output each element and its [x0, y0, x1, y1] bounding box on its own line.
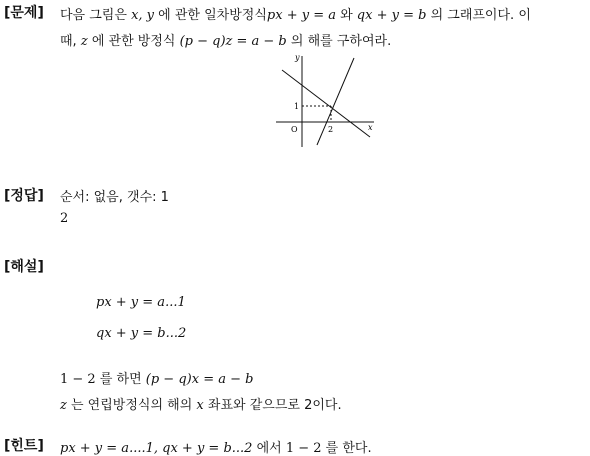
- math-expression: x: [196, 398, 204, 413]
- hint-label: [힌트]: [4, 438, 44, 454]
- explanation-text: 를 하면: [95, 372, 146, 387]
- problem-label: [문제]: [4, 5, 44, 21]
- problem-text: 에 관한 일차방정식: [154, 8, 267, 23]
- x-axis-label: x: [368, 123, 373, 132]
- problem-text: 다음 그림은: [60, 8, 132, 23]
- explanation-text: 는 연립방정식의 해의: [66, 398, 197, 413]
- problem-text: 의 해를 구하여라.: [286, 34, 392, 49]
- origin-label: O: [291, 125, 298, 134]
- answer-line-1: 순서: 없음, 갯수: 1: [60, 190, 169, 205]
- y-tick-label: 1: [294, 102, 300, 111]
- answer-value: 2: [60, 211, 69, 226]
- math-expression: px + y = a....1, qx + y = b...2: [60, 441, 253, 456]
- math-expression: 1 − 2: [285, 441, 322, 456]
- math-expression: qx + y = b: [356, 8, 427, 23]
- math-expression: px + y = a: [266, 8, 336, 23]
- equation-1: px + y = a...1: [96, 295, 186, 310]
- problem-graph: [270, 52, 380, 152]
- math-expression: 1 − 2: [60, 372, 96, 387]
- explanation-line-2: [60, 394, 342, 413]
- x-tick-label: 2: [328, 125, 334, 134]
- answer-label: [정답]: [4, 188, 44, 204]
- problem-text: 때,: [60, 34, 81, 49]
- problem-line-1: [60, 4, 531, 23]
- y-axis-label: y: [295, 53, 300, 62]
- explanation-line-1: [60, 368, 253, 387]
- hint-text: 를 한다.: [321, 441, 372, 456]
- math-expression: y: [146, 8, 155, 23]
- math-expression: z: [80, 34, 88, 49]
- hint-text: 에서: [252, 441, 286, 456]
- explanation-label: [해설]: [4, 259, 44, 275]
- math-expression: z: [60, 398, 67, 413]
- explanation-text: 좌표와 같으므로 2이다.: [203, 398, 342, 413]
- hint-line: [60, 437, 372, 456]
- problem-text: 에 관한 방정식: [87, 34, 180, 49]
- problem-line-2: [60, 30, 391, 49]
- problem-text: 와: [335, 8, 357, 23]
- math-expression: (p − q)x = a − b: [145, 372, 254, 387]
- math-expression: (p − q)z = a − b: [179, 34, 287, 49]
- equation-2: qx + y = b...2: [96, 326, 187, 341]
- problem-text: 의 그래프이다. 이: [426, 8, 531, 23]
- math-expression: x,: [131, 8, 143, 23]
